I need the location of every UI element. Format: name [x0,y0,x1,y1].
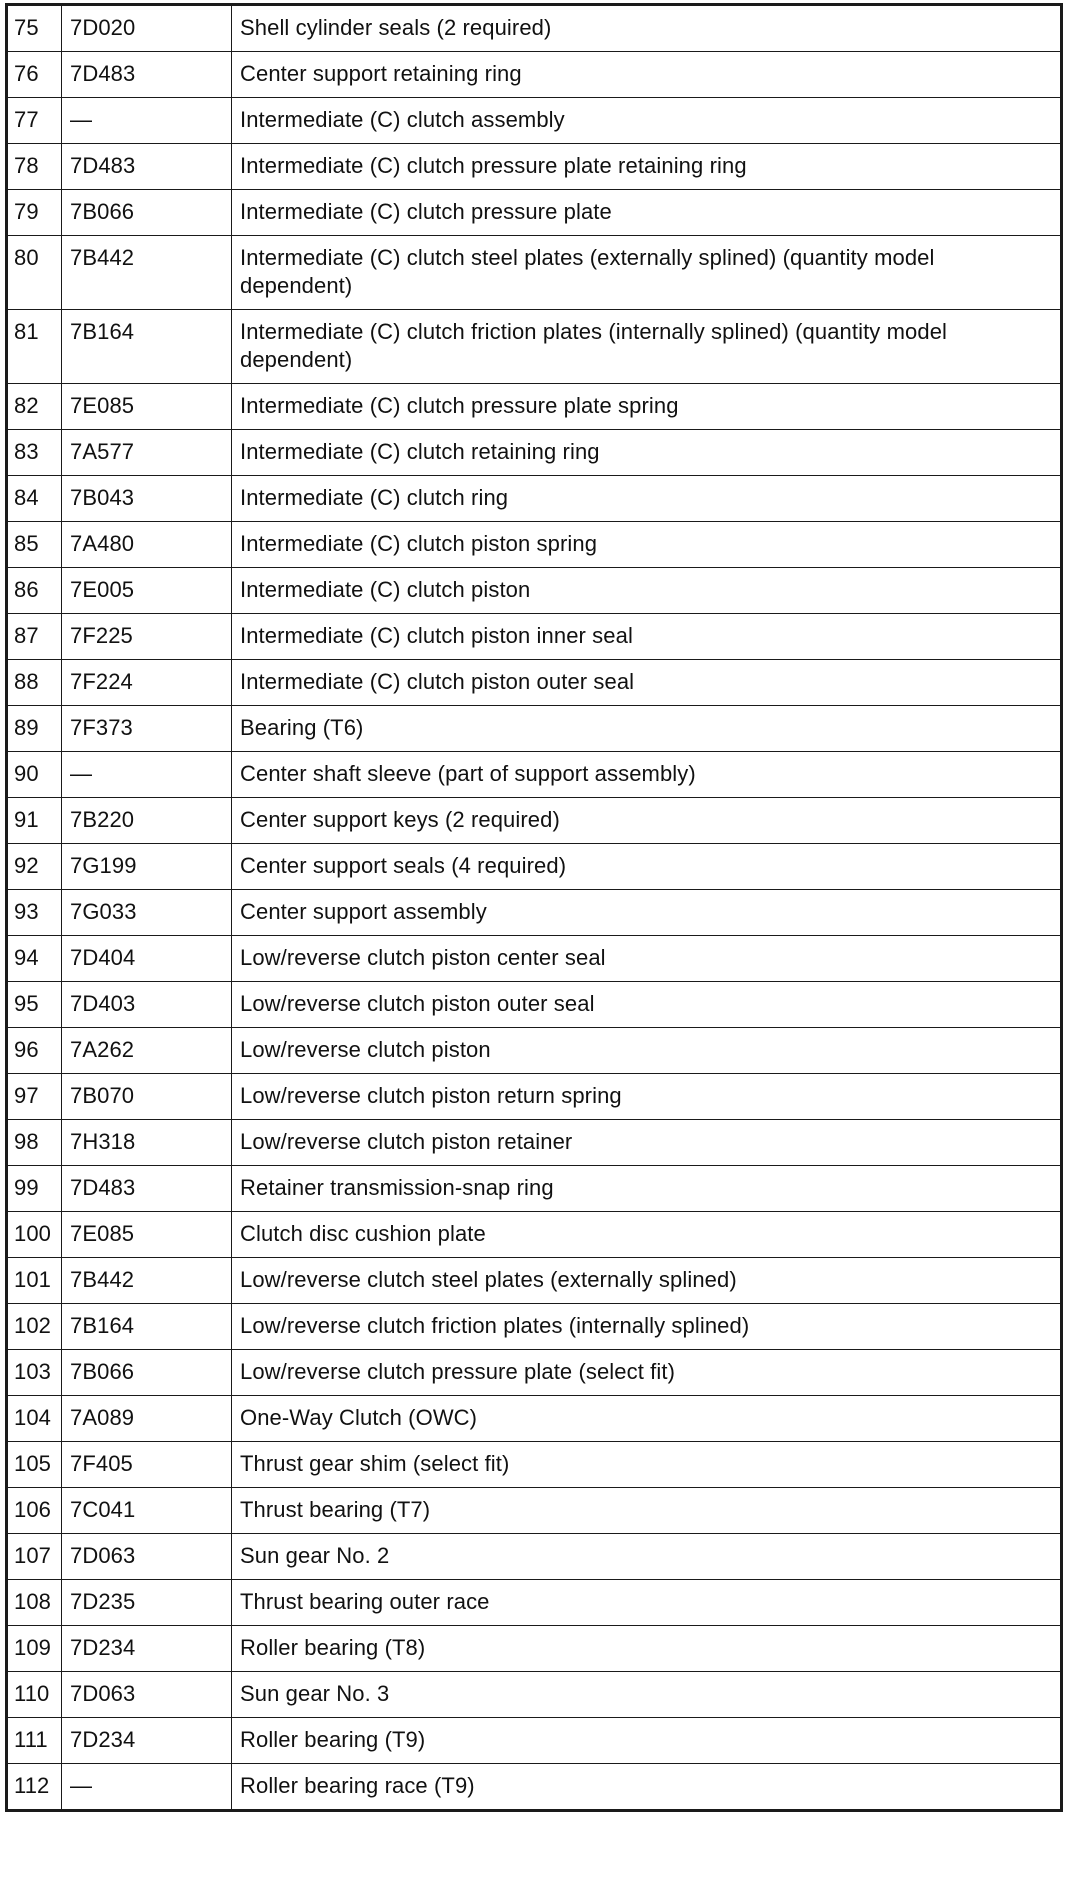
part-number-cell: 7D404 [62,936,232,982]
table-row [7,982,1062,1028]
item-number-cell: 92 [7,844,62,890]
part-number-cell: 7D483 [62,1166,232,1212]
table-row [7,1028,1062,1074]
description-cell: Shell cylinder seals (2 required) [232,5,1062,52]
description-cell: Low/reverse clutch piston outer seal [232,982,1062,1028]
part-number-cell: 7B043 [62,476,232,522]
table-row [7,384,1062,430]
description-cell: Center shaft sleeve (part of support assembly) [232,752,1062,798]
description-cell: Center support retaining ring [232,52,1062,98]
table-row [7,98,1062,144]
table-row [7,1626,1062,1672]
table-row [7,1350,1062,1396]
table-row [7,1488,1062,1534]
table-row [7,568,1062,614]
part-number-cell: 7D063 [62,1534,232,1580]
part-number-cell: 7B164 [62,1304,232,1350]
part-number-cell: 7B220 [62,798,232,844]
table-row [7,190,1062,236]
description-cell: Low/reverse clutch steel plates (externally splined) [232,1258,1062,1304]
description-cell: Intermediate (C) clutch ring [232,476,1062,522]
item-number-cell: 109 [7,1626,62,1672]
description-cell: Roller bearing (T9) [232,1718,1062,1764]
item-number-cell: 87 [7,614,62,660]
item-number-cell: 83 [7,430,62,476]
part-number-cell: 7F225 [62,614,232,660]
description-cell: Bearing (T6) [232,706,1062,752]
item-number-cell: 110 [7,1672,62,1718]
part-number-cell: 7B442 [62,236,232,310]
part-number-cell: — [62,1764,232,1811]
description-cell: Intermediate (C) clutch piston spring [232,522,1062,568]
description-cell: Low/reverse clutch piston center seal [232,936,1062,982]
description-cell: Center support assembly [232,890,1062,936]
description-cell: Low/reverse clutch piston [232,1028,1062,1074]
description-cell: Sun gear No. 2 [232,1534,1062,1580]
table-row [7,1764,1062,1811]
item-number-cell: 75 [7,5,62,52]
part-number-cell: 7D234 [62,1718,232,1764]
part-number-cell: 7F373 [62,706,232,752]
part-number-cell: 7E085 [62,384,232,430]
part-number-cell: 7A577 [62,430,232,476]
part-number-cell: 7D483 [62,52,232,98]
description-cell: Intermediate (C) clutch friction plates (internally splined) (quantity model dependent) [232,310,1062,384]
table-row [7,1304,1062,1350]
item-number-cell: 78 [7,144,62,190]
table-row [7,706,1062,752]
table-row [7,5,1062,52]
part-number-cell: 7F224 [62,660,232,706]
description-cell: Clutch disc cushion plate [232,1212,1062,1258]
table-row [7,936,1062,982]
part-number-cell: 7D020 [62,5,232,52]
part-number-cell: 7G199 [62,844,232,890]
description-cell: Sun gear No. 3 [232,1672,1062,1718]
table-row [7,522,1062,568]
part-number-cell: 7B070 [62,1074,232,1120]
table-row [7,430,1062,476]
description-cell: One-Way Clutch (OWC) [232,1396,1062,1442]
description-cell: Thrust bearing (T7) [232,1488,1062,1534]
table-row [7,1672,1062,1718]
description-cell: Intermediate (C) clutch pressure plate spring [232,384,1062,430]
part-number-cell: 7B164 [62,310,232,384]
item-number-cell: 100 [7,1212,62,1258]
description-cell: Thrust bearing outer race [232,1580,1062,1626]
description-cell: Center support seals (4 required) [232,844,1062,890]
part-number-cell: 7B066 [62,190,232,236]
part-number-cell: — [62,752,232,798]
item-number-cell: 112 [7,1764,62,1811]
table-row [7,476,1062,522]
item-number-cell: 88 [7,660,62,706]
item-number-cell: 108 [7,1580,62,1626]
item-number-cell: 77 [7,98,62,144]
description-cell: Roller bearing (T8) [232,1626,1062,1672]
item-number-cell: 104 [7,1396,62,1442]
table-row [7,614,1062,660]
table-row [7,1166,1062,1212]
item-number-cell: 111 [7,1718,62,1764]
item-number-cell: 86 [7,568,62,614]
description-cell: Center support keys (2 required) [232,798,1062,844]
description-cell: Roller bearing race (T9) [232,1764,1062,1811]
item-number-cell: 81 [7,310,62,384]
item-number-cell: 93 [7,890,62,936]
part-number-cell: 7E005 [62,568,232,614]
item-number-cell: 98 [7,1120,62,1166]
part-number-cell: 7D063 [62,1672,232,1718]
description-cell: Intermediate (C) clutch retaining ring [232,430,1062,476]
table-row [7,844,1062,890]
part-number-cell: 7D235 [62,1580,232,1626]
table-row [7,1396,1062,1442]
description-cell: Intermediate (C) clutch piston outer seal [232,660,1062,706]
item-number-cell: 105 [7,1442,62,1488]
item-number-cell: 95 [7,982,62,1028]
description-cell: Retainer transmission-snap ring [232,1166,1062,1212]
table-row [7,1442,1062,1488]
description-cell: Intermediate (C) clutch steel plates (externally splined) (quantity model dependent) [232,236,1062,310]
description-cell: Intermediate (C) clutch pressure plate retaining ring [232,144,1062,190]
table-row [7,236,1062,310]
item-number-cell: 85 [7,522,62,568]
table-row [7,310,1062,384]
table-row [7,660,1062,706]
part-number-cell: 7B066 [62,1350,232,1396]
table-row [7,1534,1062,1580]
description-cell: Thrust gear shim (select fit) [232,1442,1062,1488]
table-row [7,798,1062,844]
item-number-cell: 106 [7,1488,62,1534]
description-cell: Low/reverse clutch pressure plate (select fit) [232,1350,1062,1396]
item-number-cell: 97 [7,1074,62,1120]
part-number-cell: 7A089 [62,1396,232,1442]
item-number-cell: 107 [7,1534,62,1580]
table-row [7,752,1062,798]
item-number-cell: 82 [7,384,62,430]
part-number-cell: 7E085 [62,1212,232,1258]
table-row [7,1074,1062,1120]
part-number-cell: 7G033 [62,890,232,936]
part-number-cell: 7B442 [62,1258,232,1304]
description-cell: Intermediate (C) clutch pressure plate [232,190,1062,236]
table-row [7,1212,1062,1258]
item-number-cell: 102 [7,1304,62,1350]
part-number-cell: 7A262 [62,1028,232,1074]
table-row [7,890,1062,936]
description-cell: Low/reverse clutch piston retainer [232,1120,1062,1166]
item-number-cell: 76 [7,52,62,98]
description-cell: Low/reverse clutch piston return spring [232,1074,1062,1120]
item-number-cell: 101 [7,1258,62,1304]
item-number-cell: 91 [7,798,62,844]
table-row [7,1258,1062,1304]
item-number-cell: 80 [7,236,62,310]
item-number-cell: 84 [7,476,62,522]
part-number-cell: 7D483 [62,144,232,190]
part-number-cell: 7C041 [62,1488,232,1534]
table-row [7,1718,1062,1764]
item-number-cell: 90 [7,752,62,798]
description-cell: Intermediate (C) clutch assembly [232,98,1062,144]
item-number-cell: 94 [7,936,62,982]
description-cell: Intermediate (C) clutch piston inner seal [232,614,1062,660]
part-number-cell: 7D234 [62,1626,232,1672]
description-cell: Intermediate (C) clutch piston [232,568,1062,614]
part-number-cell: 7A480 [62,522,232,568]
table-row [7,144,1062,190]
part-number-cell: 7F405 [62,1442,232,1488]
parts-table [5,3,1063,1812]
item-number-cell: 79 [7,190,62,236]
description-cell: Low/reverse clutch friction plates (internally splined) [232,1304,1062,1350]
item-number-cell: 103 [7,1350,62,1396]
item-number-cell: 96 [7,1028,62,1074]
part-number-cell: — [62,98,232,144]
part-number-cell: 7D403 [62,982,232,1028]
table-row [7,1120,1062,1166]
item-number-cell: 89 [7,706,62,752]
item-number-cell: 99 [7,1166,62,1212]
part-number-cell: 7H318 [62,1120,232,1166]
table-row [7,1580,1062,1626]
parts-table-body [7,5,1062,1811]
table-row [7,52,1062,98]
